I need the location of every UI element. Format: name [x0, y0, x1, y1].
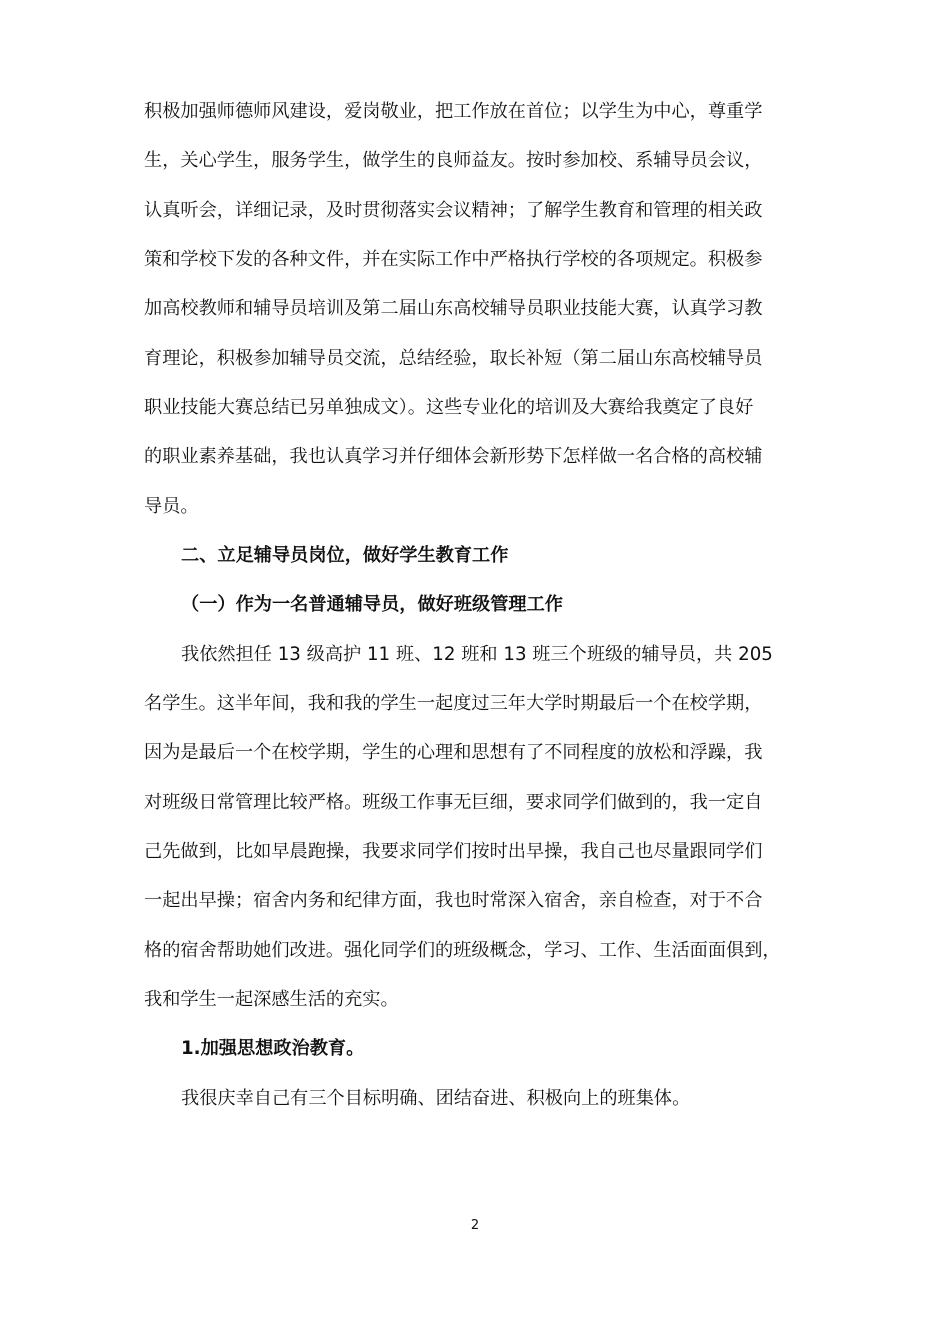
body-text-line: 我和学生一起深感生活的充实。 — [144, 989, 399, 1010]
numbered-heading: 1.加强思想政治教育。 — [181, 1038, 365, 1059]
subsection-heading: （一）作为一名普通辅导员，做好班级管理工作 — [181, 594, 563, 615]
body-text-line: 对班级日常管理比较严格。班级工作事无巨细，要求同学们做到的，我一定自 — [144, 792, 763, 813]
body-text-line: 我很庆幸自己有三个目标明确、团结奋进、积极向上的班集体。 — [181, 1088, 691, 1109]
body-text-line: 一起出早操；宿舍内务和纪律方面，我也时常深入宿舍，亲自检查，对于不合 — [144, 890, 763, 911]
body-text-line: 格的宿舍帮助她们改进。强化同学们的班级概念，学习、工作、生活面面俱到， — [144, 940, 781, 961]
body-text-line: 职业技能大赛总结已另单独成文）。这些专业化的培训及大赛给我奠定了良好 — [144, 397, 754, 418]
body-text-line: 名学生。这半年间，我和我的学生一起度过三年大学时期最后一个在校学期， — [144, 693, 763, 714]
body-text-line: 己先做到，比如早晨跑操，我要求同学们按时出早操，我自己也尽量跟同学们 — [144, 841, 763, 862]
body-text-line: 积极加强师德师风建设，爱岗敬业，把工作放在首位；以学生为中心，尊重学 — [144, 101, 763, 122]
body-text-line: 导员。 — [144, 496, 199, 517]
body-text-line: 认真听会，详细记录，及时贯彻落实会议精神；了解学生教育和管理的相关政 — [144, 200, 763, 221]
body-text-line: 我依然担任 13 级高护 11 班、12 班和 13 班三个班级的辅导员，共 205 — [181, 644, 773, 665]
section-heading: 二、立足辅导员岗位，做好学生教育工作 — [181, 545, 509, 566]
body-text-line: 生，关心学生，服务学生，做学生的良师益友。按时参加校、系辅导员会议， — [144, 150, 763, 171]
page-number: 2 — [470, 1218, 480, 1233]
body-text-line: 的职业素养基础，我也认真学习并仔细体会新形势下怎样做一名合格的高校辅 — [144, 446, 763, 467]
body-text-line: 加高校教师和辅导员培训及第二届山东高校辅导员职业技能大赛，认真学习教 — [144, 298, 763, 319]
body-text-line: 因为是最后一个在校学期，学生的心理和思想有了不同程度的放松和浮躁，我 — [144, 742, 763, 763]
body-text-line: 策和学校下发的各种文件，并在实际工作中严格执行学校的各项规定。积极参 — [144, 249, 763, 270]
body-text-line: 育理论，积极参加辅导员交流，总结经验，取长补短（第二届山东高校辅导员 — [144, 348, 763, 369]
